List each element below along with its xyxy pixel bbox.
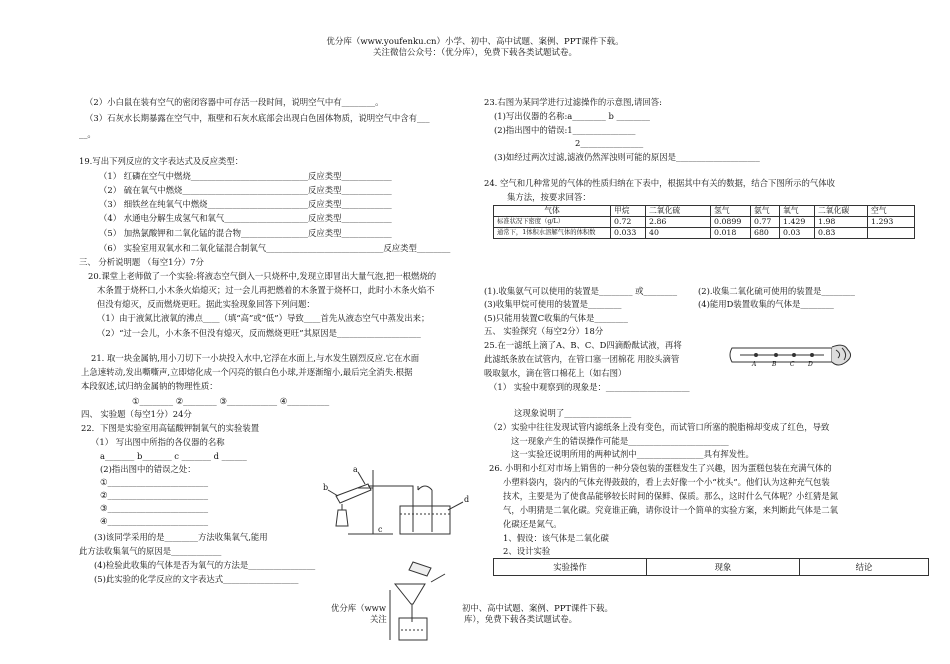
q19-item-1: （1） 红磷在空气中燃烧____________________________反应类型____________ — [99, 171, 392, 181]
section-5-heading: 五、 实验探究（每空2分）18分 — [484, 326, 604, 336]
table-cell — [868, 228, 915, 239]
q19-item-5: （5） 加热氯酸钾和二氧化锰的混合物________________反应类型____________ — [99, 228, 392, 238]
q22-part1: （1） 写出图中所指的各仪器的名称 — [91, 437, 225, 447]
table-row-label: 通常下，1体积水溶解气体的体积数 — [494, 228, 611, 239]
table-header-cell: 氧气 — [780, 206, 815, 217]
q20-line-2: 木条置于烧杯口,小木条火焰熄灭；过一会儿再把燃着的木条置于烧杯口，此时小木条火焰不 — [97, 285, 435, 295]
tube-label-d: D — [808, 361, 813, 368]
q25-part2c: 这一实验还说明所用的两种试剂中________________具有挥发性。 — [511, 449, 754, 459]
tube-label-c: C — [790, 361, 795, 368]
q22-part3a: (3)该同学采用的是________方法收集氧气,能用 — [94, 532, 268, 542]
q23-title: 23.右图为某同学进行过滤操作的示意图,请回答: — [484, 97, 662, 107]
q22-error-4: ④________________________ — [100, 516, 209, 526]
table-cell: 0.77 — [751, 217, 780, 228]
q26-hypothesis: 1、假设：该气体是二氧化碳 — [503, 533, 609, 543]
q22-error-3: ③________________________ — [100, 503, 209, 513]
q26-line-5: 化碳还是氮气。 — [503, 519, 562, 529]
fig-label-d: d — [464, 495, 470, 504]
q25-part1b: 这现象说明了________________ — [514, 408, 632, 418]
q23-part3: (3)如经过两次过滤,滤液仍然浑浊则可能的原因是____________________ — [494, 152, 760, 162]
q20-line-1: 20.课堂上老师做了一个实验:将液态空气倒入一只烧杯中,发现立即冒出大量气泡,把一根燃烧的 — [88, 271, 437, 281]
table-header-row — [494, 559, 929, 576]
table-header-cell: 现象 — [647, 559, 800, 576]
table-header-cell: 氢气 — [711, 206, 751, 217]
q26-line-3: 技术，主要是为了使食品能够较长时间的保鲜、保质。那么，这时什么气体呢？小红猜是氮 — [503, 491, 838, 501]
table-cell: 40 — [646, 228, 711, 239]
q19-title: 19.写出下列反应的文字表达式及反应类型： — [79, 156, 244, 166]
page-footer-line2-left: 关注 — [370, 614, 387, 624]
q22-part4: (4)检验此收集的气体是否为氧气的方法是________________ — [94, 560, 316, 570]
q25-line-1: 25.在一滤纸上滴了A、B、C、D四滴酚酞试液，再将 — [484, 340, 682, 350]
q22-error-2: ②________________________ — [100, 490, 209, 500]
q21-line-1: 21. 取一块金属钠,用小刀切下一小块投入水中,它浮在水面上,与水发生剧烈反应.它在水面 — [91, 353, 420, 363]
filtration-figure — [385, 560, 455, 642]
q22-part5: (5)此实验的化学反应的文字表达式__________________ — [94, 574, 299, 584]
table-header-cell: 二氧化硫 — [646, 206, 711, 217]
table-header-cell: 实验操作 — [494, 559, 647, 576]
q21-line-2: 上急速转动,发出嘶嘶声,立即熔化成一个闪亮的银白色小球,并逐渐缩小,最后完全消失.根据 — [81, 367, 413, 377]
section-4-heading: 四、 实验题（每空1分）24分 — [81, 409, 192, 419]
table-header-cell: 氨气 — [751, 206, 780, 217]
q19-item-3: （3） 细铁丝在纯氧气中燃烧________________________反应类型____________ — [99, 199, 392, 209]
q22-part2: (2)指出图中的错误之处： — [100, 464, 196, 474]
q19-item-6: （6） 实验室用双氧水和二氧化锰混合制氧气____________________________反应类型________ — [99, 243, 451, 253]
page-header-line1: 优分库（www.youfenku.cn）小学、初中、高中试题、案例、PPT课件下载。 — [326, 37, 624, 47]
tube-label-b: B — [772, 361, 777, 368]
page-footer-line1-right: 初中、高中试题、案例、PPT课件下载。 — [462, 603, 613, 613]
table-cell: 1.429 — [780, 217, 815, 228]
q19-item-4: （4） 水通电分解生成氢气和氧气____________________反应类型____________ — [99, 213, 392, 223]
table-header-cell: 气体 — [494, 206, 611, 217]
q22-title: 22．下图是实验室用高锰酸钾制氧气的实验装置 — [81, 423, 260, 433]
page-header-line2: 关注微信公众号：（优分库），免费下载各类试题试卷。 — [372, 48, 577, 58]
gas-properties-table — [493, 205, 915, 239]
q18-part2: （2）小白鼠在装有空气的密闭容器中可存活一段时间，说明空气中有________。 — [85, 97, 384, 107]
q22-instrument-names: a_______ b_______ c _______ d ______ — [100, 451, 247, 461]
oxygen-apparatus-figure — [318, 462, 478, 540]
table-header-cell: 空气 — [868, 206, 915, 217]
table-cell: 0.83 — [815, 228, 868, 239]
q18-part3a: （3）石灰水长期暴露在空气中，瓶壁和石灰水底部会出现白色固体物质，说明空气中含有___ — [85, 113, 430, 123]
q21-line-3: 本段叙述,试归纳金属钠的物理性质： — [81, 381, 218, 391]
q25-part2b: 这一现象产生的错误操作可能是________________________ — [511, 436, 729, 446]
q25-part1: （1） 实验中观察到的现象是：____________________ — [489, 382, 690, 392]
page-footer-line2-right: 库），免费下载各类试题试卷。 — [464, 614, 578, 624]
experiment-table — [493, 558, 929, 576]
table-header-cell: 结论 — [800, 559, 929, 576]
q24-part4: (4)能用D装置收集的气体是________ — [698, 299, 834, 309]
table-header-row — [494, 206, 915, 217]
table-cell: 0.72 — [611, 217, 646, 228]
table-cell: 0.03 — [780, 228, 815, 239]
page-footer-line1-left: 优分库（www — [331, 603, 387, 613]
test-tube-figure — [728, 342, 858, 368]
table-row — [494, 228, 915, 239]
table-cell: 0.0899 — [711, 217, 751, 228]
tube-label-a: A — [752, 361, 757, 368]
q26-line-2: 小塑料袋内，袋内的气体充得鼓鼓的，看上去好像一个小“枕头”。他们认为这种充气包装 — [503, 477, 830, 487]
fig-label-b: b — [323, 483, 329, 492]
q25-part2: （2）实验中往往发现试管内滤纸条上没有变色，而试管口所塞的脱脂棉却变成了红色，导致 — [489, 422, 830, 432]
table-cell: 1.98 — [815, 217, 868, 228]
q24-intro-2: 集方法，按要求回答： — [507, 192, 591, 202]
q20-line-3: 但没有熄灭，反而燃烧更旺。据此实验现象回答下列问题： — [97, 299, 315, 309]
q24-part3: (3)收集甲烷可使用的装置是________ — [484, 299, 622, 309]
q24-intro-1: 24. 空气和几种常见的气体的性质归纳在下表中，根据其中有关的数据，结合下图所示的气体收 — [484, 178, 835, 188]
q24-part5: (5)只能用装置C收集的气体是________ — [484, 313, 628, 323]
q26-line-1: 26. 小明和小红对市场上销售的一种分袋包装的蛋糕发生了兴趣，因为蛋糕包装在充满气体的 — [489, 463, 832, 473]
q19-item-2: （2） 硫在氧气中燃烧______________________________反应类型____________ — [99, 185, 392, 195]
q23-part2b: 2_______________ — [575, 138, 644, 148]
table-row — [494, 217, 915, 228]
table-cell: 2.86 — [646, 217, 711, 228]
q24-part1: (1).收集氨气可以使用的装置是________ 或________ — [484, 286, 678, 296]
fig-label-c: c — [378, 525, 383, 534]
q26-design: 2、设计实验 — [503, 546, 551, 556]
table-cell: 0.018 — [711, 228, 751, 239]
q23-part2: (2)指出图中的错误:1_______________ — [494, 125, 636, 135]
q25-line-2: 此滤纸条放在试管内，在管口塞一团棉花 用胶头滴管 — [484, 354, 680, 364]
q22-part3b: 此方法收集氧气的原因是____________ — [79, 546, 222, 556]
table-header-cell: 甲烷 — [611, 206, 646, 217]
table-row-label: 标准状况下密度（g/L） — [494, 217, 611, 228]
section-3-heading: 三、 分析说明题 （每空1分）7分 — [79, 257, 204, 267]
q24-part2: (2).收集二氧化硫可使用的装置是________ — [698, 286, 855, 296]
table-header-cell: 二氧化碳 — [815, 206, 868, 217]
q20-line-5: （2）“过一会儿，小木条不但没有熄灭，反而燃烧更旺”其原因是____________________ — [97, 328, 421, 338]
fig-label-a: a — [353, 465, 358, 474]
q22-error-1: ①________________________ — [100, 477, 209, 487]
table-cell: 0.033 — [611, 228, 646, 239]
q20-line-4: （1）由于液氮比液氧的沸点____（填“高”或“低”）导致____首先从液态空气中蒸发出来； — [97, 313, 430, 323]
q21-blanks: ①________ ②________ ③____________ ④__________ — [132, 396, 330, 406]
q18-part3b: __。 — [79, 129, 96, 139]
q25-line-3: 吸取氨水，滴在管口棉花上（如右图） — [484, 368, 627, 378]
table-cell: 680 — [751, 228, 780, 239]
q23-part1: (1)写出仪器的名称:a________ b ________ — [494, 111, 650, 121]
table-cell: 1.293 — [868, 217, 915, 228]
q26-line-4: 气，小明猜是二氧化碳。究竟谁正确，请你设计一个简单的实验方案，来判断此气体是二氧 — [503, 505, 838, 515]
